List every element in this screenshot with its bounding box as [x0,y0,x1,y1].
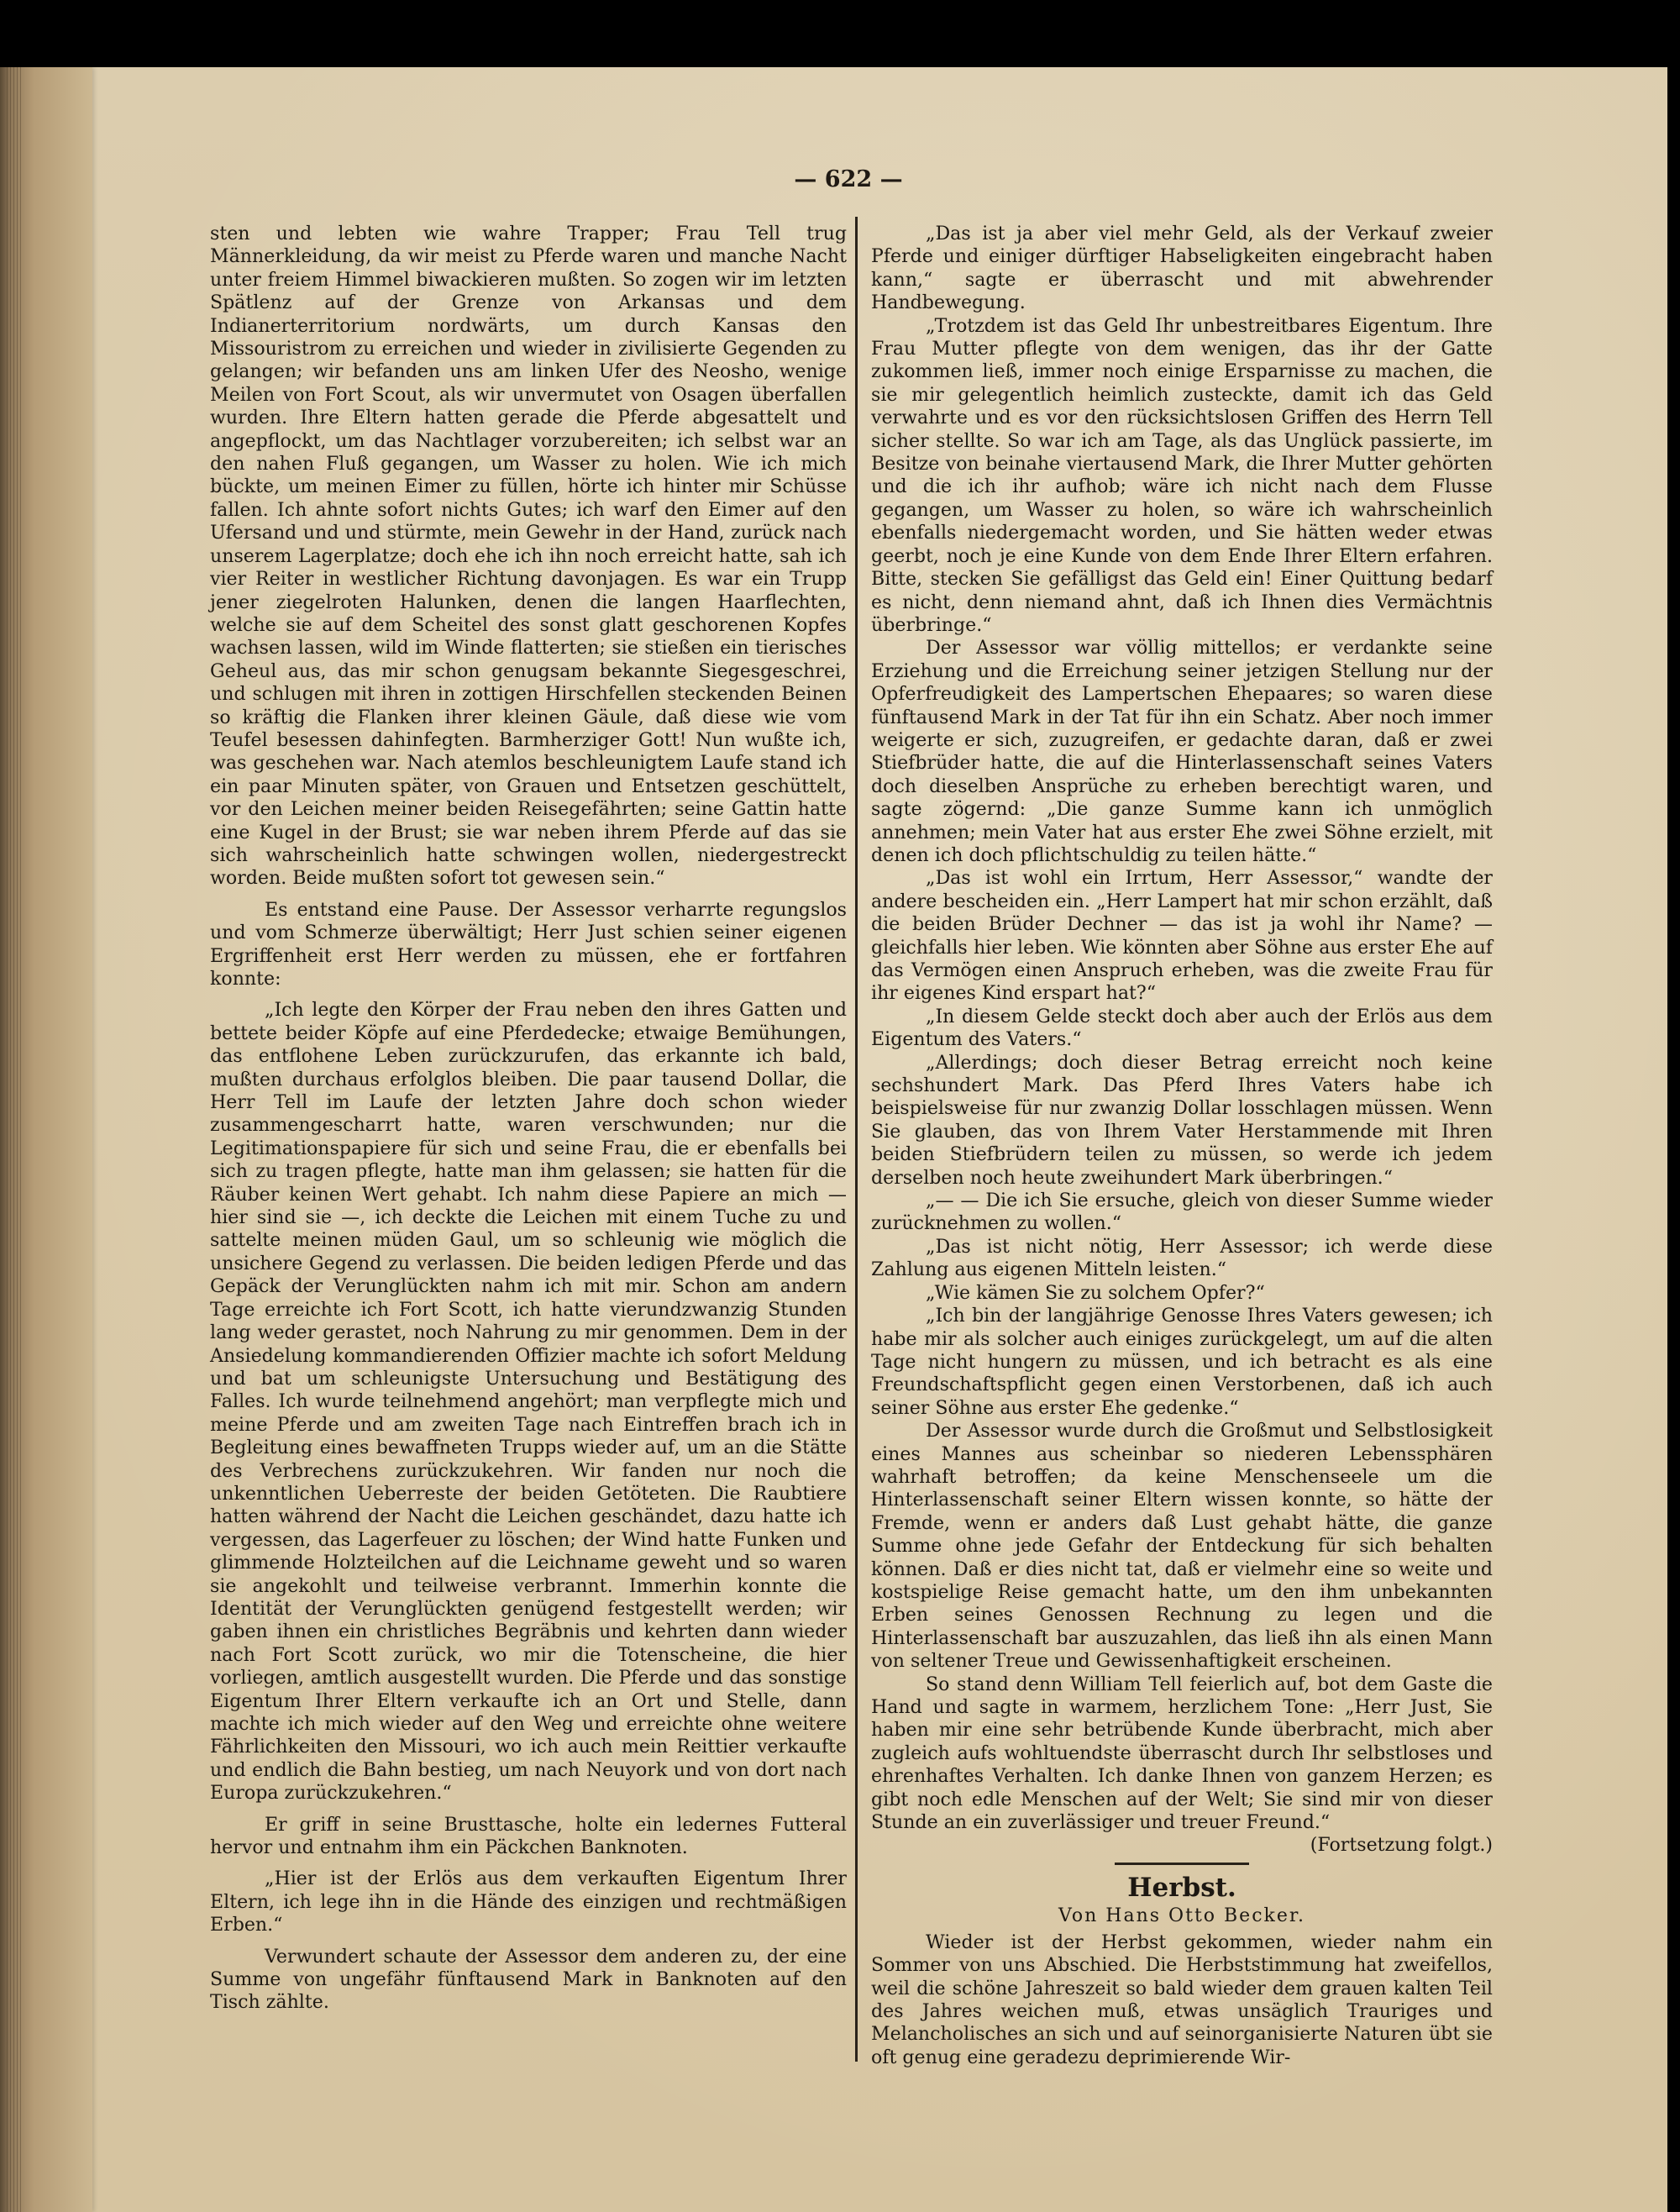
section-divider [1115,1863,1249,1865]
paragraph: „— — Die ich Sie ersuche, gleich von dieser Summe wieder zurücknehmen zu wollen.“ [871,1190,1493,1235]
page-edges [7,67,24,2212]
column-divider [855,217,858,2062]
page-number: — 622 — [794,166,903,192]
paragraph: Der Assessor war völlig mittellos; er verdankte seine Erziehung und die Erreichung seiner jetzigen Stellung nur der Opferfreudigkeit des Lampertschen Ehepaares; so waren diese fünftausend Mark in der Tat für ihn ein Schatz. Aber noch immer weigerte er sich, zuzugreifen, er gedachte daran, daß er zwei Stiefbrüder hatte, die auf die Hinterlassenschaft seines Vaters doch dieselben Ansprüche zu erheben berechtigt waren, und sagte zögernd: „Die ganze Summe kann ich unmöglich annehmen; mein Vater hat aus erster Ehe zwei Söhne erzielt, mit denen ich doch pflichtschuldig zu teilen hätte.“ [871,637,1493,866]
paragraph: So stand denn William Tell feierlich auf, bot dem Gaste die Hand und sagte in warmem, herzlichem Tone: „Herr Just, Sie haben mir eine sehr betrübende Kunde überbracht, mich aber zugleich aufs wohltuendste überrascht durch Ihr selbstloses und ehrenhaftes Verhalten. Ich danke Ihnen von ganzem Herzen; es gibt noch edle Menschen auf der Welt; Sie sind mir von dieser Stunde an ein zuverlässiger und treuer Freund.“ [871,1673,1493,1834]
paragraph: „Das ist wohl ein Irrtum, Herr Assessor,“ wandte der andere bescheiden ein. „Herr Lampert hat mir schon erzählt, daß die beiden Brüder Dechner — das ist ja wohl ihr Name? — gleichfalls hier leben. Wie könnten aber Söhne aus erster Ehe auf das Vermögen einen Anspruch erheben, was die zweite Frau für ihr eigenes Kind erspart hat?“ [871,867,1493,1005]
paragraph: Der Assessor wurde durch die Großmut und Selbstlosigkeit eines Mannes aus scheinbar so niederen Lebenssphären wahrhaft betroffen; da keine Menschenseele um die Hinterlassenschaft seiner Eltern wissen konnte, so hätte der Fremde, wenn er anders daß Lust gehabt hätte, die ganze Summe ohne jede Gefahr der Entdeckung für sich behalten können. Daß er dies nicht tat, daß er vielmehr eine so weite und kostspielige Reise gemacht hatte, um den ihm unbekannten Erben seines Genossen Rechnung zu legen und die Hinterlassenschaft bar auszuzahlen, das ließ ihn als einen Mann von seltener Treue und Gewissenhaftigkeit erscheinen. [871,1420,1493,1673]
paragraph: Er griff in seine Brusttasche, holte ein ledernes Futteral hervor und entnahm ihm ein Päckchen Banknoten. [210,1813,847,1859]
paragraph: Verwundert schaute der Assessor dem anderen zu, der eine Summe von ungefähr fünftausend Mark in Banknoten auf den Tisch zählte. [210,1945,847,2014]
paragraph: „Trotzdem ist das Geld Ihr unbestreitbares Eigentum. Ihre Frau Mutter pflegte von dem wenigen, das ihr der Gatte zukommen ließ, immer noch einige Ersparnisse zu machen, die sie mir gelegentlich heimlich zusteckte, damit ich das Geld verwahrte und es vor den rücksichtslosen Griffen des Herrn Tell sicher stellte. So war ich am Tage, als das Unglück passierte, im Besitze von beinahe viertausend Mark, die Ihrer Mutter gehörten und die ich ihr aufhob; wäre ich nicht nach dem Flusse gegangen, um Wasser zu holen, so wäre ich wahrscheinlich ebenfalls niedergemacht worden, und Sie hätten weder etwas geerbt, noch je eine Kunde von dem Ende Ihrer Eltern erfahren. Bitte, stecken Sie gefälligst das Geld ein! Einer Quittung bedarf es nicht, denn niemand ahnt, daß ich Ihnen dies Vermächtnis überbringe.“ [871,314,1493,636]
paragraph: „Allerdings; doch dieser Betrag erreicht noch keine sechshundert Mark. Das Pferd Ihres Vaters habe ich beispielsweise für nur zwanzig Dollar losschlagen müssen. Wenn Sie glauben, das von Ihrem Vater Herstammende mit Ihren beiden Stiefbrüdern teilen zu müssen, so werde ich jedem derselben noch heute zweihundert Mark überbringen.“ [871,1051,1493,1189]
paragraph: „In diesem Gelde steckt doch aber auch der Erlös aus dem Eigentum des Vaters.“ [871,1005,1493,1051]
paragraph: „Ich bin der langjährige Genosse Ihres Vaters gewesen; ich habe mir als solcher auch einiges zurückgelegt, um auf die alten Tage nicht hungern zu müssen, und ich betracht es als eine Freundschaftspflicht gegen einen Verstorbenen, daß ich auch seiner Söhne aus erster Ehe gedenke.“ [871,1305,1493,1419]
article-byline: Von Hans Otto Becker. [1058,1905,1305,1926]
paragraph: Es entstand eine Pause. Der Assessor verharrte regungslos und vom Schmerze überwältigt; Herr Just schien seiner eigenen Ergriffenheit erst Herr werden zu müssen, ehe er fortfahren konnte: [210,898,847,990]
paragraph: „Ich legte den Körper der Frau neben den ihres Gatten und bettete beider Köpfe auf eine Pferdedecke; etwaige Bemühungen, das entflohene Leben zurückzurufen, das erkannte ich bald, mußten durchaus erfolglos bleiben. Die paar tausend Dollar, die Herr Tell im Laufe der letzten Jahre doch schon wieder zusammengescharrt hatte, waren verschwunden; nur die Legitimationspapiere für sich und seine Frau, die er ebenfalls bei sich zu tragen pflegte, hatte man ihm gelassen; sie hatten für die Räuber keinen Wert gehabt. Ich nahm diese Papiere an mich — hier sind sie —, ich deckte die Leichen mit einem Tuche zu und sattelte meinen müden Gaul, um so schleunig wie möglich die unsichere Gegend zu verlassen. Die beiden ledigen Pferde und das Gepäck der Verunglückten nahm ich mit mir. Schon am andern Tage erreichte ich Fort Scott, ich hatte vierundzwanzig Stunden lang weder gerastet, noch Nahrung zu mir genommen. Dem in der Ansiedelung kommandierenden Offizier machte ich sofort Meldung und bat um schleunigste Untersuchung und Bestätigung des Falles. Ich wurde teilnehmend angehört; man verpflegte mich und meine Pferde und am zweiten Tage nach Eintreffen brach ich in Begleitung eines bewaffneten Trupps wieder auf, um an die Stätte des Verbrechens zurückzukehren. Wir fanden nur noch die unkenntlichen Ueberreste der beiden Getöteten. Die Raubtiere hatten während der Nacht die Leichen geschändet, dazu hatte ich vergessen, das Lagerfeuer zu löschen; der Wind hatte Funken und glimmende Holzteilchen auf die Leichname geweht und so waren sie angekohlt und teilweise verbrannt. Immerhin konnte die Identität der Verunglückten genügend festgestellt werden; wir gaben ihnen ein christliches Begräbnis und kehrten dann wieder nach Fort Scott zurück, wo mir die Totenscheine, die hier vorliegen, amtlich ausgestellt wurden. Die Pferde und das sonstige Eigentum Ihrer Eltern verkaufte ich an Ort und Stelle, dann machte ich mich wieder auf den Weg und erreichte ohne weitere Fährlichkeiten den Missouri, wo ich auch mein Reittier verkaufte und endlich die Bahn bestieg, um nach Neuyork und von dort nach Europa zurückzukehren.“ [210,999,847,1805]
paragraph: „Hier ist der Erlös aus dem verkauften Eigentum Ihrer Eltern, ich lege ihn in die Hände des einzigen und rechtmäßigen Erben.“ [210,1868,847,1936]
right-column [871,223,1493,2069]
paragraph: sten und lebten wie wahre Trapper; Frau Tell trug Männerkleidung, da wir meist zu Pferde waren und manche Nacht unter freiem Himmel biwackieren mußten. So zogen wir im letzten Spätlenz auf der Grenze von Arkansas und dem Indianerterritorium nordwärts, um durch Kansas den Missouristrom zu erreichen und wieder in zivilisierte Gegenden zu gelangen; wir befanden uns am linken Ufer des Neosho, wenige Meilen von Fort Scout, als wir unvermutet von Osagen überfallen wurden. Ihre Eltern hatten gerade die Pferde abgesattelt und angepflockt, um das Nachtlager vorzubereiten; ich selbst war an den nahen Fluß gegangen, um Wasser zu holen. Wie ich mich bückte, um meinen Eimer zu füllen, hörte ich hinter mir Schüsse fallen. Ich ahnte sofort nichts Gutes; ich warf den Eimer auf den Ufersand und und stürmte, mein Gewehr in der Hand, zurück nach unserem Lagerplatze; doch ehe ich ihn noch erreicht hatte, sah ich vier Reiter in westlicher Richtung davonjagen. Es war ein Trupp jener ziegelroten Halunken, denen die langen Haarflechten, welche sie auf dem Scheitel des sonst glatt geschorenen Kopfes wachsen lassen, wild im Winde flatterten; sie stießen ein tierisches Geheul aus, das mir schon genugsam bekannte Siegesgeschrei, und schlugen mit ihren in zottigen Hirschfellen steckenden Beinen so kräftig die Flanken ihrer kleinen Gäule, daß diese wie vom Teufel besessen dahinfegten. Barmherziger Gott! Nun wußte ich, was geschehen war. Nach atemlos beschleunigtem Laufe stand ich ein paar Minuten später, von Grauen und Entsetzen geschüttelt, vor den Leichen meiner beiden Reisegefährten; seine Gattin hatte eine Kugel in der Brust; sie war neben ihrem Pferde auf das sie sich wahrscheinlich hatte schwingen wollen, niedergestreckt worden. Beide mußten sofort tot gewesen sein.“ [210,223,847,890]
continuation-note: (Fortsetzung folgt.) [1310,1834,1493,1857]
left-column [210,223,847,2015]
paragraph: „Das ist nicht nötig, Herr Assessor; ich werde diese Zahlung aus eigenen Mitteln leisten.“ [871,1235,1493,1281]
paragraph: „Das ist ja aber viel mehr Geld, als der Verkauf zweier Pferde und einiger dürftiger Habseligkeiten eingebracht haben kann,“ sagte er überrascht und mit abwehrender Handbewegung. [871,223,1493,314]
article-title: Herbst. [1127,1872,1236,1903]
paragraph: „Wie kämen Sie zu solchem Opfer?“ [926,1281,1265,1304]
paragraph: Wieder ist der Herbst gekommen, wieder nahm ein Sommer von uns Abschied. Die Herbststimmung hat zweifellos, weil die schöne Jahreszeit so bald wieder dem grauen kalten Teil des Jahres weichen muß, etwas unsäglich Trauriges und Melancholisches an sich und auf seinorganisierte Naturen übt sie oft genug eine geradezu deprimierende Wir- [871,1931,1493,2068]
